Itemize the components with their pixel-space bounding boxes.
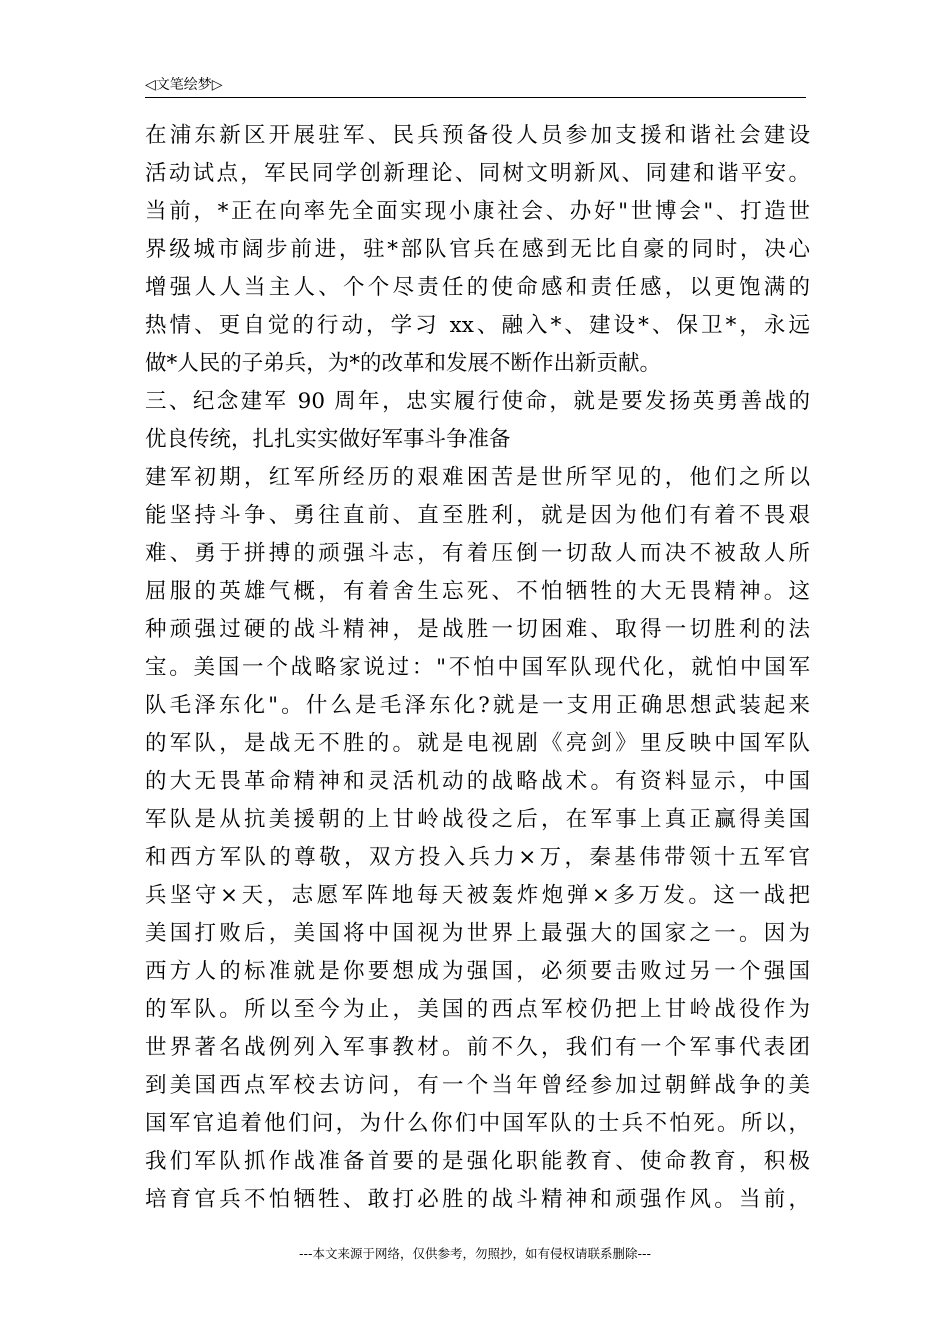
body-line: 活动试点，军民同学创新理论、同树文明新风、同建和谐平安。 <box>145 161 810 186</box>
footer-disclaimer: ---本文来源于网络，仅供参考，勿照抄，如有侵权请联系删除--- <box>298 1246 652 1261</box>
body-line: 我们军队抓作战准备首要的是强化职能教育、使命教育，积极 <box>145 1149 810 1174</box>
body-line: 宝。美国一个战略家说过："不怕中国军队现代化，就怕中国军 <box>145 655 810 680</box>
body-line: 热情、更自觉的行动，学习 xx、融入*、建设*、保卫*，永远 <box>145 313 810 338</box>
body-line: 军队是从抗美援朝的上甘岭战役之后，在军事上真正赢得美国 <box>145 807 810 832</box>
body-line: 培育官兵不怕牺牲、敢打必胜的战斗精神和顽强作风。当前， <box>145 1187 810 1212</box>
body-line: 界级城市阔步前进，驻*部队官兵在感到无比自豪的同时，决心 <box>145 237 810 262</box>
body-line: 队毛泽东化"。什么是毛泽东化?就是一支用正确思想武装起来 <box>145 693 810 718</box>
body-line: 兵坚守×天，志愿军阵地每天被轰炸炮弹×多万发。这一战把 <box>145 883 810 908</box>
body-line: 在浦东新区开展驻军、民兵预备役人员参加支援和谐社会建设 <box>145 123 810 148</box>
body-line: 西方人的标准就是你要想成为强国，必须要击败过另一个强国 <box>145 959 810 984</box>
body-line: 增强人人当主人、个个尽责任的使命感和责任感，以更饱满的 <box>145 275 810 300</box>
body-line: 难、勇于拼搏的顽强斗志，有着压倒一切敌人而决不被敌人所 <box>145 541 810 566</box>
body-line: 世界著名战例列入军事教材。前不久，我们有一个军事代表团 <box>145 1035 810 1060</box>
body-line: 的大无畏革命精神和灵活机动的战略战术。有资料显示，中国 <box>145 769 810 794</box>
header-divider <box>145 97 806 98</box>
document-body <box>145 117 810 1219</box>
header-text: ◁文笔绘梦▷ <box>145 77 223 93</box>
body-line: 屈服的英雄气概，有着舍生忘死、不怕牺牲的大无畏精神。这 <box>145 579 810 604</box>
body-line: 的军队。所以至今为止，美国的西点军校仍把上甘岭战役作为 <box>145 997 810 1022</box>
section-heading-line: 三、纪念建军 90 周年，忠实履行使命，就是要发扬英勇善战的 <box>145 389 810 414</box>
body-line: 建军初期，红军所经历的艰难困苦是世所罕见的，他们之所以 <box>145 465 810 490</box>
body-line: 的军队，是战无不胜的。就是电视剧《亮剑》里反映中国军队 <box>145 731 810 756</box>
body-line: 种顽强过硬的战斗精神，是战胜一切困难、取得一切胜利的法 <box>145 617 810 642</box>
body-line: 美国打败后，美国将中国视为世界上最强大的国家之一。因为 <box>145 921 810 946</box>
body-line: 当前，*正在向率先全面实现小康社会、办好"世博会"、打造世 <box>145 199 810 224</box>
section-heading-line: 优良传统，扎扎实实做好军事斗争准备 <box>145 427 511 452</box>
body-line: 国军官追着他们问，为什么你们中国军队的士兵不怕死。所以， <box>145 1111 810 1136</box>
body-line: 做*人民的子弟兵，为*的改革和发展不断作出新贡献。 <box>145 351 662 376</box>
body-line: 和西方军队的尊敬，双方投入兵力×万，秦基伟带领十五军官 <box>145 845 810 870</box>
body-line: 到美国西点军校去访问，有一个当年曾经参加过朝鲜战争的美 <box>145 1073 810 1098</box>
body-line: 能坚持斗争、勇往直前、直至胜利，就是因为他们有着不畏艰 <box>145 503 810 528</box>
